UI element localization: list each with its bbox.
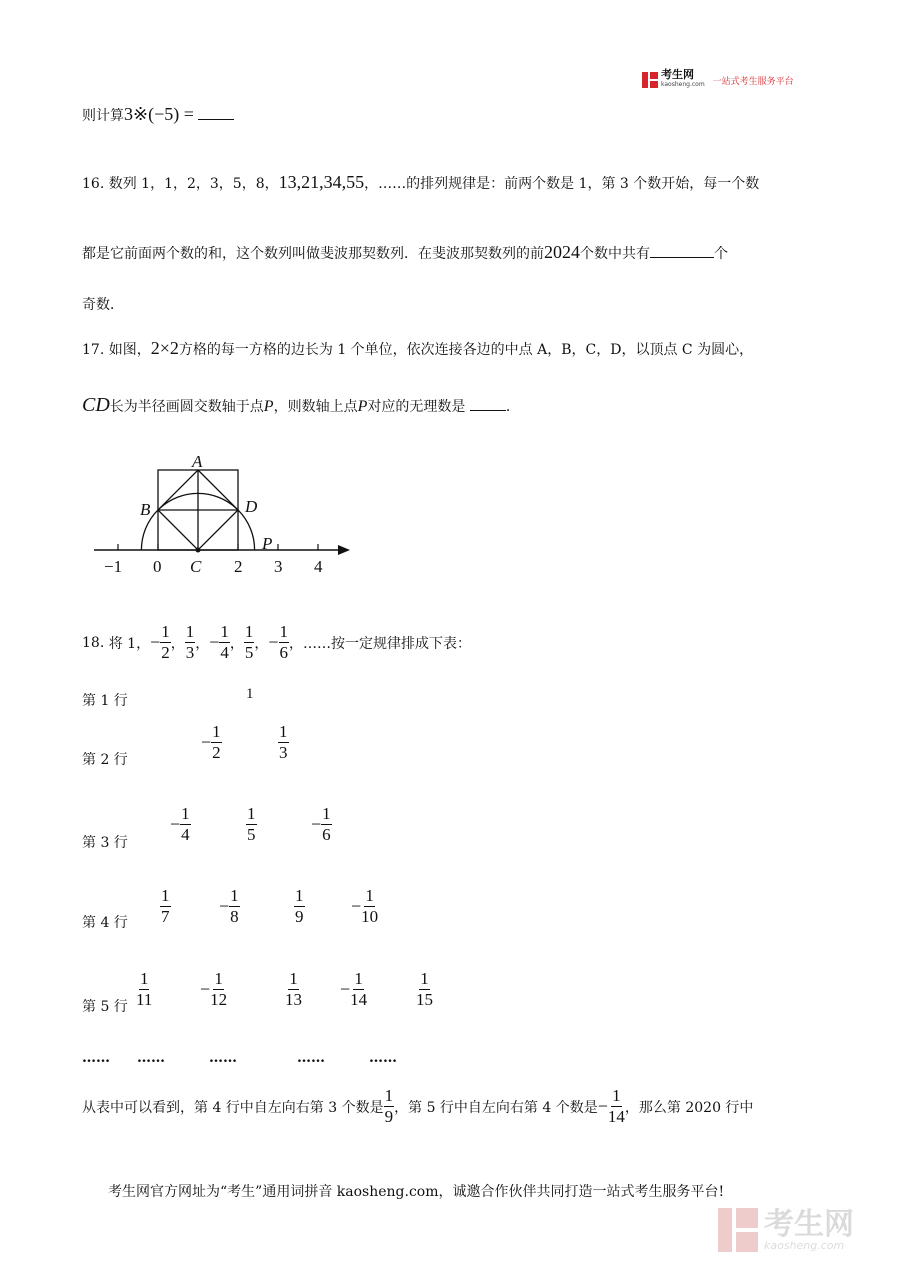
table-cell: − $\frac{1}{2}$: [201, 722, 221, 762]
table-cell: − $\frac{1}{4}$: [170, 804, 190, 844]
table-cell: $\frac{1}{15}$: [416, 969, 433, 1009]
table-cell: $\frac{1}{7}$: [161, 886, 170, 926]
q16-text-f: 奇数．: [82, 297, 124, 313]
footer-text: 考生网官方网址为“考生”通用词拼音 kaosheng.com，诚邀合作伙伴共同打造一站式考生服务平台!: [108, 1184, 725, 1200]
q17-number: 17.: [82, 342, 105, 358]
q17-end: ．: [505, 399, 520, 415]
q17-text-d: ，则数轴上点: [273, 399, 358, 415]
q16-line3: [82, 294, 124, 314]
table-cell: $\frac{1}{5}$: [247, 804, 256, 844]
table-cell: − $\frac{1}{8}$: [219, 886, 239, 926]
q16-count: 2024: [544, 242, 580, 262]
intro-fraction: − $\frac{1}{2}$: [150, 622, 170, 662]
q18-last-line: [82, 1086, 753, 1127]
q17-grid: 2×2: [150, 338, 179, 358]
watermark: [716, 1206, 854, 1254]
row-label: 第 5 行: [82, 999, 128, 1015]
geometry-figure: [88, 448, 358, 580]
ellipsis: ……: [137, 1050, 165, 1066]
tick-label: 3: [274, 557, 283, 576]
ellipsis: ……: [209, 1050, 237, 1066]
tick-label: −1: [104, 557, 123, 576]
q16-number: 16.: [82, 176, 105, 192]
q15-prefix: 则计算: [82, 108, 124, 124]
q18-number: 18.: [82, 634, 105, 651]
answer-blank: [198, 119, 234, 120]
tick-label: 0: [153, 557, 162, 576]
table-cell: $\frac{1}{9}$: [295, 886, 304, 926]
label-a: A: [192, 452, 203, 471]
q16-text-a: 数列 1，1，2，3，5，8，: [108, 176, 279, 192]
q16-line1: [82, 172, 759, 193]
row-label: 第 4 行: [82, 915, 128, 931]
q17-text-c: 长为半径画圆交数轴于点: [109, 399, 264, 415]
table-cell: 1: [246, 686, 254, 702]
header-slogan: 一站式考生服务平台: [712, 76, 794, 87]
q17-p: P: [263, 398, 274, 415]
ellipsis: ……: [369, 1050, 397, 1066]
label-d: D: [245, 497, 258, 516]
q16-sequence: 13,21,34,55: [278, 172, 365, 192]
intro-fraction: $\frac{1}{5}$: [244, 622, 254, 662]
q18-text-c: 从表中可以看到，第 4 行中自左向右第 3 个数是: [82, 1099, 384, 1116]
row-label: 第 1 行: [82, 693, 128, 709]
tick-label: 2: [234, 557, 243, 576]
table-cell: − $\frac{1}{10}$: [351, 886, 379, 926]
table-cell: − $\frac{1}{14}$: [340, 969, 368, 1009]
q17-line1: [82, 338, 753, 359]
q17-text-e: 对应的无理数是: [367, 399, 466, 415]
intro-fraction: $\frac{1}{3}$: [185, 622, 195, 662]
label-b: B: [140, 500, 151, 519]
intro-fraction: − $\frac{1}{6}$: [268, 622, 289, 662]
q16-text-c: 都是它前面两个数的和，这个数列叫做斐波那契数列．在斐波那契数列的前: [82, 246, 544, 262]
q16-line2: [82, 242, 728, 263]
q15-expr: 3※(−5) =: [124, 104, 194, 124]
header-logo: [641, 70, 794, 90]
logo-icon: [641, 71, 659, 89]
answer-fraction: − $\frac{1}{14}$: [597, 1086, 625, 1126]
q18-text-d: ，第 5 行中自左向右第 4 个数是: [394, 1099, 598, 1116]
q16-text-d: 个数中共有: [580, 246, 650, 262]
intro-fraction: − $\frac{1}{4}$: [209, 622, 229, 662]
q17-p2: P: [357, 398, 368, 415]
watermark-logo-icon: [716, 1206, 760, 1254]
answer-blank: [650, 257, 714, 258]
q15-tail: [82, 104, 234, 125]
q17-line2: [82, 394, 520, 417]
q17-text-b: 方格的每一方格的边长为 1 个单位，依次连接各边的中点 A，B，C，D，以顶点 C 为圆心，: [178, 342, 754, 358]
answer-blank: [470, 410, 506, 411]
answer-fraction: $\frac{1}{9}$: [384, 1086, 394, 1126]
watermark-text: 考生网: [764, 1206, 854, 1242]
label-p: P: [262, 534, 273, 553]
q18-intro: 18. 将 1， − $\frac{1}{2}$ ， $\frac{1}{3}$ ， − $\frac{1}{4}$ ， $\frac{1}{5}$ ， − $\frac{1}{6}$ ，……按一定规律排成下表：: [82, 622, 472, 662]
table-cell: − $\frac{1}{12}$: [200, 969, 228, 1009]
logo-text: 考生网: [661, 68, 694, 81]
logo-sub: kaosheng.com: [661, 81, 705, 88]
ellipsis: ……: [297, 1050, 325, 1066]
label-c: C: [190, 557, 202, 576]
table-cell: − $\frac{1}{6}$: [311, 804, 331, 844]
q16-text-e: 个: [714, 246, 728, 262]
tick-label: 4: [314, 557, 323, 576]
q18-text-e: ，那么第 2020 行中: [624, 1099, 754, 1116]
q18-text-a: 将 1，: [108, 635, 151, 652]
table-cell: $\frac{1}{3}$: [279, 722, 288, 762]
table-cell: $\frac{1}{13}$: [285, 969, 302, 1009]
row-label: 第 3 行: [82, 835, 128, 851]
q18-text-b: ，……按一定规律排成下表：: [289, 635, 472, 652]
row-label: 第 2 行: [82, 752, 128, 768]
axis-arrow: [338, 545, 350, 555]
q17-text-a: 如图，: [108, 342, 151, 358]
table-cell: $\frac{1}{11}$: [136, 969, 153, 1009]
center-point-c: [196, 548, 201, 553]
q16-text-b: ，……的排列规律是：前两个数是 1，第 3 个数开始，每一个数: [364, 176, 760, 192]
ellipsis: ……: [82, 1050, 110, 1066]
q17-cd: CD: [82, 394, 110, 416]
watermark-sub: kaosheng.com: [764, 1238, 845, 1252]
